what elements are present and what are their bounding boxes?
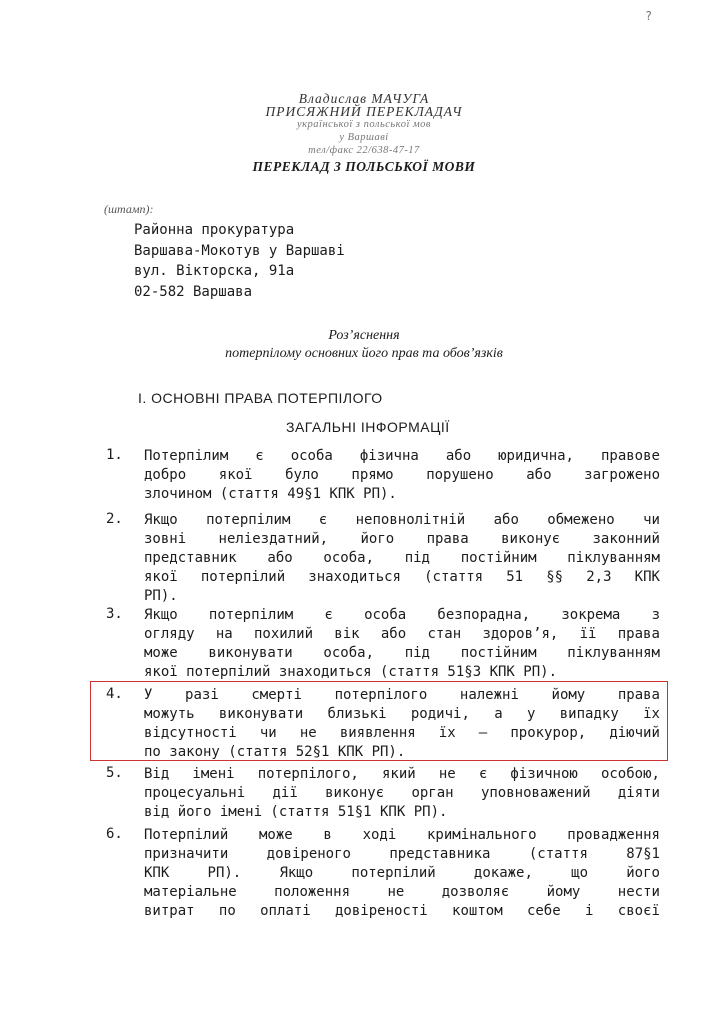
document-title	[0, 327, 728, 363]
section-heading: І. ОСНОВНІ ПРАВА ПОТЕРПІЛОГО	[138, 390, 383, 406]
list-item-line: призначити довіреного представника (стаття 87§1	[144, 845, 660, 862]
list-item-line: матеріальне положення не дозволяє йому нести	[144, 883, 660, 900]
list-item-line: по закону (стаття 52§1 КПК РП).	[144, 743, 406, 760]
list-item-line: від його імені (стаття 51§1 КПК РП).	[144, 803, 448, 820]
translator-city: у Варшаві	[339, 132, 389, 143]
list-item-line: добро якої було прямо порушено або загрожено	[144, 466, 660, 483]
list-item-number: 1.	[106, 447, 123, 463]
address-line: вул. Вікторска, 91а	[134, 263, 295, 279]
list-item-number: 4.	[106, 686, 123, 702]
translator-phone: тел/факс 22/638-47-17	[308, 145, 420, 156]
list-item-line: якої потерпілий знаходиться (стаття 51§3 КПК РП).	[144, 663, 558, 680]
list-item-line: відсутності чи не виявлення їх – прокурор, діючий	[144, 724, 660, 741]
list-item-number: 5.	[106, 765, 123, 781]
list-item-line: Якщо потерпілим є особа безпорадна, зокрема з	[144, 607, 660, 623]
list-item-number: 2.	[106, 511, 123, 527]
list-item-line: злочином (стаття 49§1 КПК РП).	[144, 485, 397, 502]
list-item-line: РП).	[144, 587, 178, 604]
translator-name: Владислав МАЧУГА	[298, 91, 430, 106]
corner-mark: ?	[645, 9, 653, 23]
address-block	[134, 220, 345, 302]
list-item-line: огляду на похилий вік або стан здоров’я, її права	[144, 625, 660, 642]
list-item-number: 6.	[106, 826, 123, 842]
list-item-line: можуть виконувати близькі родичі, а у випадку їх	[144, 705, 660, 722]
list-item-line: представник або особа, під постійним піклуванням	[144, 549, 660, 566]
list-item-line: процесуальні дії виконує орган уповноважений діяти	[144, 784, 660, 801]
translator-title: ПРИСЯЖНИЙ ПЕРЕКЛАДАЧ	[265, 104, 463, 119]
highlight-box	[90, 681, 668, 761]
list-item-line: Від імені потерпілого, який не є фізичною особою,	[144, 766, 660, 782]
list-item-line: зовні неліездатний, його права виконує законний	[144, 530, 660, 547]
document-title-line: потерпілому основних його прав та обов’язків	[225, 346, 503, 361]
list-item-line: витрат по оплаті довіреності коштом себе і своєї	[144, 902, 660, 919]
list-item-line: КПК РП). Якщо потерпілий докаже, що його	[144, 864, 660, 881]
list-item-line: У разі смерті потерпілого належні йому права	[144, 687, 660, 703]
address-line: Варшава-Мокотув у Варшаві	[134, 242, 345, 259]
list-item-line: Потерпілий може в ході кримінального провадження	[144, 827, 660, 843]
list-item-line: може виконувати особа, під постійним піклуванням	[144, 644, 660, 661]
list-item-line: Якщо потерпілим є неповнолітній або обмежено чи	[144, 512, 660, 528]
subsection-heading: ЗАГАЛЬНІ ІНФОРМАЦІЇ	[286, 419, 450, 435]
translator-header	[0, 92, 728, 175]
address-line: 02-582 Варшава	[134, 283, 253, 300]
list-item-number: 3.	[106, 606, 123, 622]
document-title-line: Роз’яснення	[328, 328, 400, 343]
stamp-label: (штамп):	[104, 202, 154, 216]
translation-note: ПЕРЕКЛАД З ПОЛЬСЬКОЇ МОВИ	[252, 159, 476, 174]
address-line: Районна прокуратура	[134, 222, 295, 238]
translator-languages: української з польської мов	[296, 119, 431, 130]
list-item-line: якої потерпілий знаходиться (стаття 51 §§ 2,3 КПК	[144, 568, 660, 585]
list-item-line: Потерпілим є особа фізична або юридична, правове	[144, 448, 660, 464]
